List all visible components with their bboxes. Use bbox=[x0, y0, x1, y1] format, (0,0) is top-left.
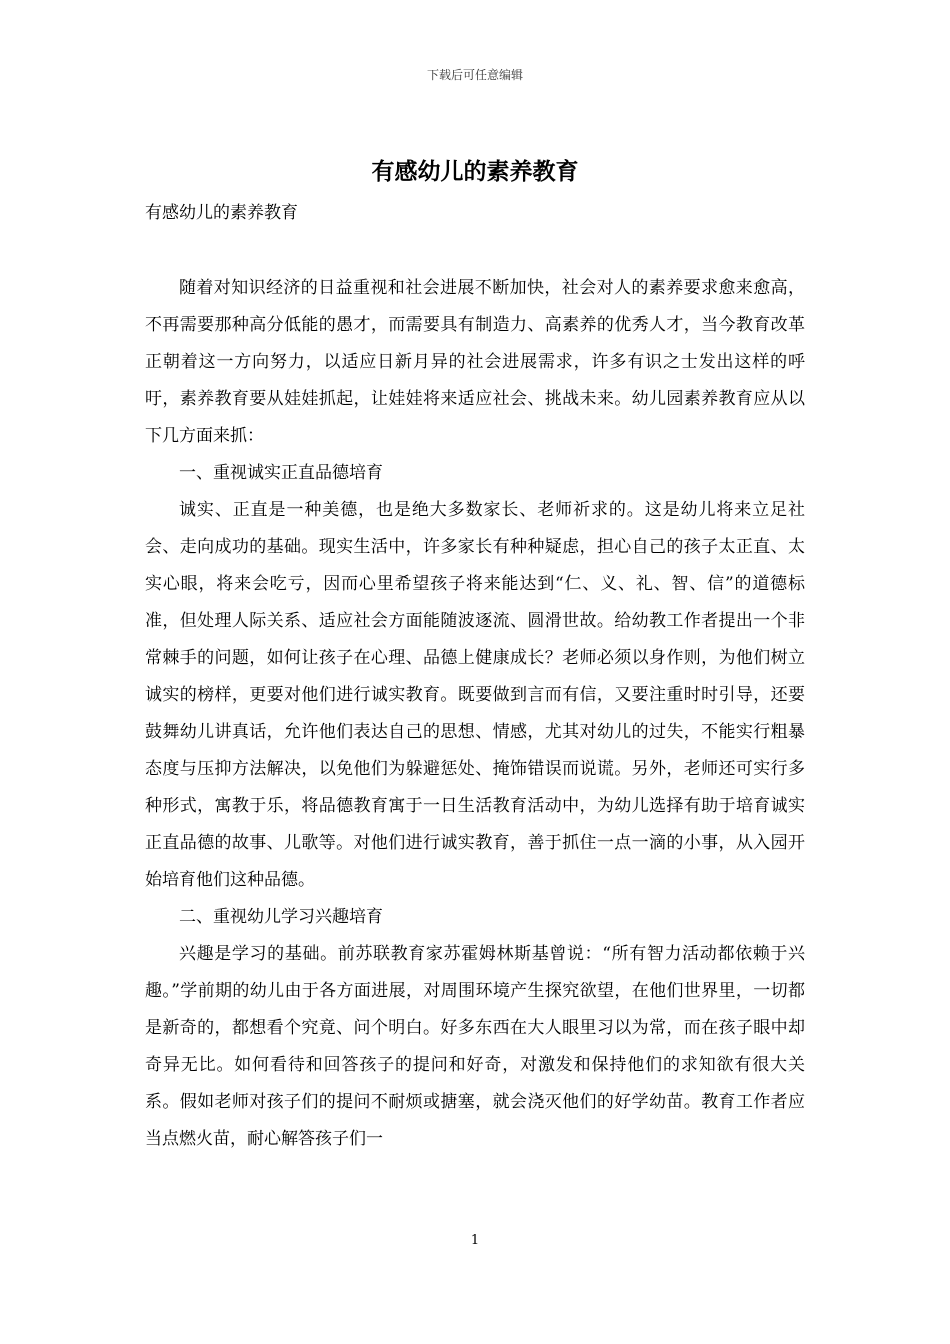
page-number: 1 bbox=[470, 1233, 480, 1248]
document-title: 有感幼儿的素养教育 bbox=[371, 158, 579, 185]
section-heading-1: 一、重视诚实正直品德培育 bbox=[179, 463, 383, 483]
page-header: 下载后可任意编辑 bbox=[426, 68, 523, 82]
document-body bbox=[145, 270, 805, 1158]
section-heading-2: 二、重视幼儿学习兴趣培育 bbox=[179, 907, 383, 927]
paragraph-section-2: 兴趣是学习的基础。前苏联教育家苏霍姆林斯基曾说：“所有智力活动都依赖于兴趣。”学前期的幼儿由于各方面进展，对周围环境产生探究欲望，在他们世界里，一切都是新奇的，都想看个究竟、问个明白。好多东西在大人眼里习以为常，而在孩子眼中却奇异无比。如何看待和回答孩子的提问和好奇，对激发和保持他们的求知欲有很大关系。假如老师对孩子们的提问不耐烦或搪塞，就会浇灭他们的好学幼苗。教育工作者应当点燃火苗，耐心解答孩子们一 bbox=[145, 944, 805, 1149]
paragraph-intro: 随着对知识经济的日益重视和社会进展不断加快，社会对人的素养要求愈来愈高，不再需要那种高分低能的愚才，而需要具有制造力、高素养的优秀人才，当今教育改革正朝着这一方向努力，以适应日新月异的社会进展需求，许多有识之士发出这样的呼吁，素养教育要从娃娃抓起，让娃娃将来适应社会、挑战未来。幼儿园素养教育应从以下几方面来抓： bbox=[145, 278, 805, 446]
paragraph-section-1: 诚实、正直是一种美德，也是绝大多数家长、老师祈求的。这是幼儿将来立足社会、走向成功的基础。现实生活中，许多家长有种种疑虑，担心自己的孩子太正直、太实心眼，将来会吃亏，因而心里希望孩子将来能达到“仁、义、礼、智、信”的道德标准，但处理人际关系、适应社会方面能随波逐流、圆滑世故。给幼教工作者提出一个非常棘手的问题，如何让孩子在心理、品德上健康成长？老师必须以身作则，为他们树立诚实的榜样，更要对他们进行诚实教育。既要做到言而有信，又要注重时时引导，还要鼓舞幼儿讲真话，允许他们表达自己的思想、情感，尤其对幼儿的过失，不能实行粗暴态度与压抑方法解决，以免他们为躲避惩处、掩饰错误而说谎。另外，老师还可实行多种形式，寓教于乐，将品德教育寓于一日生活教育活动中，为幼儿选择有助于培育诚实正直品德的故事、儿歌等。对他们进行诚实教育，善于抓住一点一滴的小事，从入园开始培育他们这种品德。 bbox=[145, 500, 805, 890]
document-subtitle: 有感幼儿的素养教育 bbox=[145, 203, 298, 223]
